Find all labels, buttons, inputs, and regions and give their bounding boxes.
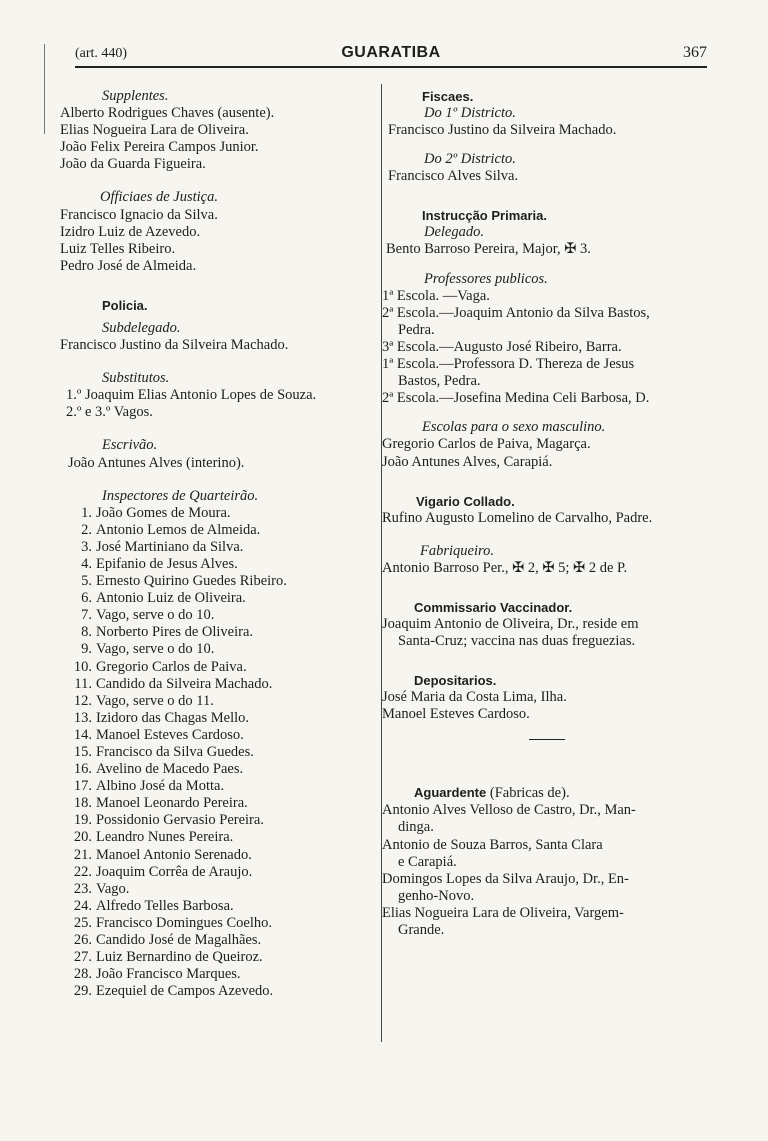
escrivao-name: João Antunes Alves (interino). — [68, 454, 245, 471]
inspector-row — [60, 573, 380, 590]
distrito2-heading: Do 2º Districto. — [424, 151, 516, 168]
inspector-name: Avelino de Macedo Paes. — [96, 761, 244, 778]
inspector-name: Leandro Nunes Pereira. — [96, 829, 234, 846]
distrito1-name: Francisco Justino da Silveira Machado. — [388, 122, 617, 139]
distrito1-heading: Do 1º Districto. — [424, 105, 516, 121]
inspector-number: 2. — [81, 521, 92, 538]
subdelegado-heading: Subdelegado. — [102, 319, 181, 336]
inspector-number: 15. — [73, 744, 92, 760]
inspector-row — [60, 607, 380, 624]
official-3: Luiz Telles Ribeiro. — [60, 240, 176, 257]
inspector-number: 21. — [73, 846, 92, 863]
inspector-number: 3. — [81, 538, 92, 555]
inspector-name: Francisco da Silva Guedes. — [96, 744, 254, 760]
aguardente-line-6: genho-Novo. — [398, 887, 475, 904]
left-column — [60, 88, 380, 1000]
inspector-number: 14. — [73, 726, 92, 743]
inspector-name: Albino José da Motta. — [96, 778, 225, 795]
inspector-number: 13. — [73, 709, 92, 726]
inspector-row — [60, 915, 380, 932]
inspector-row — [60, 949, 380, 966]
inspector-row — [60, 829, 380, 846]
inspector-row — [60, 505, 380, 522]
inspector-name: Francisco Domingues Coelho. — [96, 914, 272, 931]
vigario-name: Rufino Augusto Lomelino de Carvalho, Padre. — [382, 509, 653, 526]
inspector-row — [60, 539, 380, 556]
inspectores-list — [60, 505, 380, 1001]
inspector-row — [60, 676, 380, 693]
substitutos-heading: Substitutos. — [102, 370, 170, 387]
inspector-name: Norberto Pires de Oliveira. — [96, 624, 254, 641]
supplente-2: Elias Nogueira Lara de Oliveira. — [60, 122, 249, 139]
commissario-heading: Commissario Vaccinador. — [414, 599, 573, 615]
aguardente-line-7: Elias Nogueira Lara de Oliveira, Vargem- — [382, 904, 624, 921]
official-4: Pedro José de Almeida. — [60, 257, 197, 274]
inspector-row — [60, 556, 380, 573]
inspector-number: 5. — [81, 573, 92, 590]
inspector-name: Alfredo Telles Barbosa. — [96, 897, 234, 914]
page-header — [75, 40, 707, 66]
header-rule — [75, 66, 707, 68]
escola-2: João Antunes Alves, Carapiá. — [382, 453, 553, 470]
inspector-number: 4. — [81, 555, 92, 572]
inspector-name: Vago. — [96, 880, 130, 897]
inspector-row — [60, 659, 380, 676]
inspector-name: Ezequiel de Campos Azevedo. — [96, 983, 274, 1000]
inspector-row — [60, 624, 380, 641]
inspector-name: Gregorio Carlos de Paiva. — [96, 658, 247, 675]
inspector-name: Candido da Silveira Machado. — [96, 675, 273, 692]
inspector-number: 23. — [73, 880, 92, 897]
inspector-number: 24. — [73, 897, 92, 914]
inspector-row — [60, 590, 380, 607]
inspector-name: Izidoro das Chagas Mello. — [96, 709, 250, 726]
inspector-name: Candido José de Magalhães. — [96, 932, 262, 949]
inspector-number: 25. — [73, 914, 92, 931]
professores-heading: Professores publicos. — [424, 270, 548, 287]
aguardente-line-8: Grande. — [398, 922, 445, 938]
fiscaes-heading: Fiscaes. — [422, 89, 474, 104]
inspector-name: Antonio Lemos de Almeida. — [96, 521, 261, 538]
inspector-name: Vago, serve o do 10. — [96, 641, 215, 658]
substituto-2: 2.º e 3.º Vagos. — [66, 404, 153, 421]
aguardente-line-4: e Carapiá. — [398, 853, 457, 870]
inspector-row — [60, 966, 380, 983]
inspector-number: 28. — [73, 966, 92, 983]
inspector-name: Possidonio Gervasio Pereira. — [96, 812, 264, 829]
inspector-number: 19. — [73, 812, 92, 829]
escola-1: Gregorio Carlos de Paiva, Magarça. — [382, 436, 591, 453]
professor-line-2: 2ª Escola.—Joaquim Antonio da Silva Bastos, — [382, 304, 650, 321]
professor-line-6: Bastos, Pedra. — [398, 373, 481, 390]
inspector-number: 16. — [73, 761, 92, 778]
inspector-number: 9. — [81, 641, 92, 658]
inspector-number: 27. — [73, 949, 92, 966]
inspector-row — [60, 932, 380, 949]
inspector-number: 7. — [81, 607, 92, 624]
inspector-number: 8. — [81, 624, 92, 641]
aguardente-subheading: (Fabricas de). — [489, 785, 570, 802]
inspector-row — [60, 744, 380, 761]
inspector-row — [60, 761, 380, 778]
commissario-line-1: Joaquim Antonio de Oliveira, Dr., reside em — [382, 615, 639, 632]
commissario-line-2: Santa-Cruz; vaccina nas duas freguezias. — [398, 632, 636, 649]
official-1: Francisco Ignacio da Silva. — [60, 206, 218, 223]
inspector-number: 10. — [73, 658, 92, 675]
policia-heading: Policia. — [102, 297, 148, 313]
inspector-row — [60, 795, 380, 812]
inspector-row — [60, 778, 380, 795]
inspector-number: 12. — [73, 692, 92, 709]
inspector-name: João Francisco Marques. — [96, 966, 241, 983]
inspector-row — [60, 812, 380, 829]
supplentes-heading: Supplentes. — [102, 88, 169, 104]
inspector-row — [60, 864, 380, 881]
escrivao-heading: Escrivão. — [102, 437, 158, 454]
inspector-name: Antonio Luiz de Oliveira. — [96, 590, 246, 607]
depositario-1: José Maria da Costa Lima, Ilha. — [382, 689, 567, 706]
inspector-row — [60, 522, 380, 539]
professor-line-7: 2ª Escola.—Josefina Medina Celi Barbosa, D. — [382, 390, 650, 407]
inspector-name: João Gomes de Moura. — [96, 504, 231, 521]
inspector-row — [60, 881, 380, 898]
officiaes-heading: Officiaes de Justiça. — [100, 189, 218, 206]
margin-line — [44, 44, 45, 134]
inspector-row — [60, 641, 380, 658]
delegado-name: Bento Barroso Pereira, Major, ✠ 3. — [386, 241, 591, 258]
vigario-heading: Vigario Collado. — [416, 493, 515, 509]
inspector-row — [60, 693, 380, 710]
inspector-number: 20. — [73, 829, 92, 846]
inspector-row — [60, 983, 380, 1000]
page-number: 367 — [683, 44, 707, 61]
inspector-number: 26. — [73, 932, 92, 949]
inspector-number: 1. — [81, 504, 92, 521]
inspector-row — [60, 727, 380, 744]
professor-line-1: 1ª Escola. —Vaga. — [382, 287, 490, 304]
inspector-number: 22. — [73, 863, 92, 880]
aguardente-line-5: Domingos Lopes da Silva Araujo, Dr., En- — [382, 870, 629, 887]
delegado-heading: Delegado. — [424, 224, 484, 241]
distrito2-name: Francisco Alves Silva. — [388, 168, 519, 185]
aguardente-line-3: Antonio de Souza Barros, Santa Clara — [382, 836, 603, 853]
substituto-1: 1.º Joaquim Elias Antonio Lopes de Souza. — [66, 387, 317, 404]
fabriqueiro-heading: Fabriqueiro. — [420, 542, 494, 559]
supplente-4: João da Guarda Figueira. — [60, 156, 206, 173]
supplente-1: Alberto Rodrigues Chaves (ausente). — [60, 105, 275, 122]
inspector-number: 6. — [81, 590, 92, 607]
depositario-2: Manoel Esteves Cardoso. — [382, 706, 530, 723]
subdelegado-name: Francisco Justino da Silveira Machado. — [60, 337, 289, 354]
inspector-name: Manoel Leonardo Pereira. — [96, 795, 248, 812]
inspector-name: Joaquim Corrêa de Araujo. — [96, 863, 253, 880]
inspector-row — [60, 710, 380, 727]
inspector-name: Luiz Bernardino de Queiroz. — [96, 949, 263, 966]
aguardente-line-1: Antonio Alves Velloso de Castro, Dr., Man- — [382, 802, 636, 819]
depositarios-heading: Depositarios. — [414, 673, 497, 689]
inspector-number: 18. — [73, 795, 92, 812]
aguardente-heading: Aguardente — [414, 785, 487, 801]
instrucao-heading: Instrucção Primaria. — [422, 208, 547, 224]
inspector-row — [60, 847, 380, 864]
inspector-name: Vago, serve o do 11. — [96, 692, 214, 709]
official-2: Izidro Luiz de Azevedo. — [60, 223, 201, 240]
inspector-name: Manoel Esteves Cardoso. — [96, 726, 244, 743]
inspector-name: Ernesto Quirino Guedes Ribeiro. — [96, 573, 287, 590]
professor-line-5: 1ª Escola.—Professora D. Thereza de Jesus — [382, 356, 635, 373]
inspector-name: Manoel Antonio Serenado. — [96, 846, 252, 863]
aguardente-line-2: dinga. — [398, 819, 434, 836]
aguardente-heading-row — [382, 784, 712, 802]
professor-line-3: Pedra. — [398, 321, 435, 338]
inspector-name: Epifanio de Jesus Alves. — [96, 555, 238, 572]
inspectores-heading: Inspectores de Quarteirão. — [102, 487, 259, 504]
inspector-number: 11. — [74, 675, 92, 692]
professor-line-4: 3ª Escola.—Augusto José Ribeiro, Barra. — [382, 338, 622, 355]
inspector-row — [60, 898, 380, 915]
inspector-name: José Martiniano da Silva. — [96, 538, 244, 555]
article-reference: (art. 440) — [75, 46, 128, 61]
escolas-heading: Escolas para o sexo masculino. — [422, 419, 606, 436]
inspector-number: 29. — [73, 983, 92, 1000]
right-column — [382, 88, 712, 939]
supplente-3: João Felix Pereira Campos Junior. — [60, 139, 259, 156]
inspector-name: Vago, serve o do 10. — [96, 607, 215, 624]
inspector-number: 17. — [73, 778, 92, 795]
page-title: GUARATIBA — [341, 44, 441, 61]
fabriqueiro-name: Antonio Barroso Per., ✠ 2, ✠ 5; ✠ 2 de P. — [382, 559, 628, 576]
